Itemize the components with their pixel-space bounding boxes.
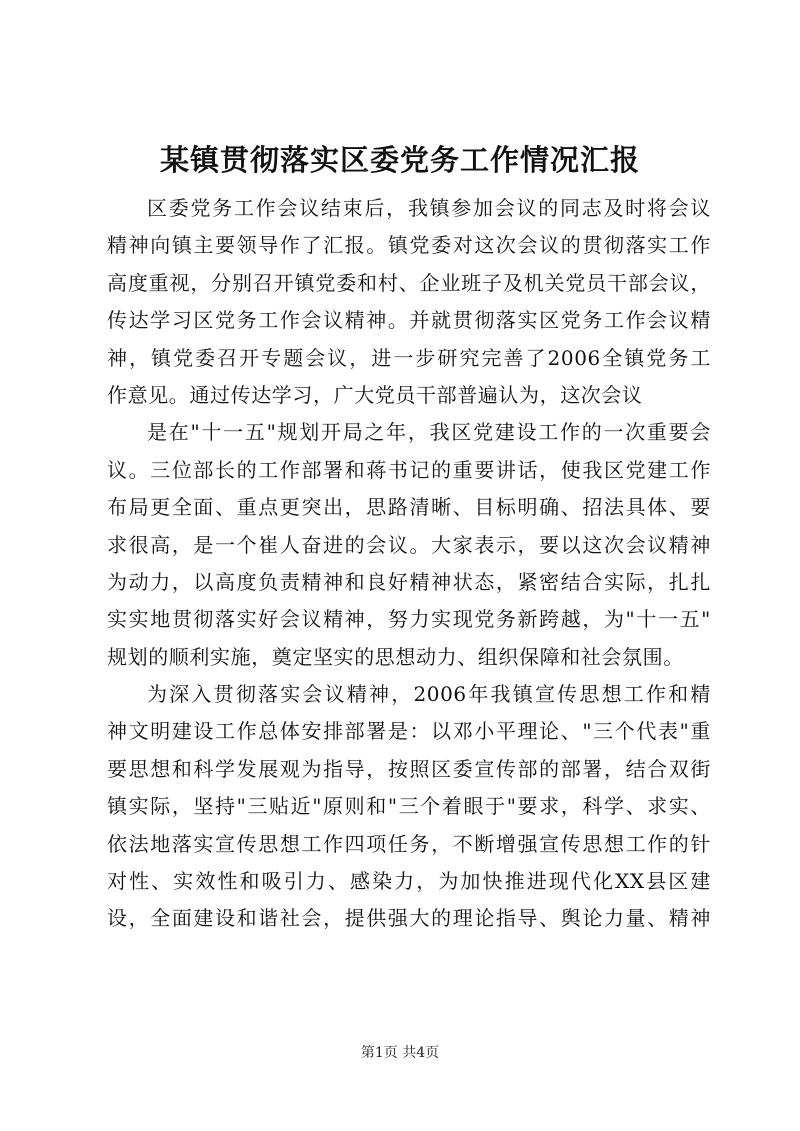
paragraph-1-line-6: 作意见。通过传达学习，广大党员干部普遍认为，这次会议 <box>107 382 643 407</box>
paragraph-1-line-3: 高度重视，分别召开镇党委和村、企业班子及机关党员干部会议， <box>107 270 711 295</box>
paragraph-2-line-2: 议。三位部长的工作部署和蒋书记的重要讲话，使我区党建工作 <box>107 457 711 482</box>
document-title: 某镇贯彻落实区委党务工作情况汇报 <box>159 143 640 177</box>
paragraph-1-line-2: 精神向镇主要领导作了汇报。镇党委对这次会议的贯彻落实工作 <box>107 233 711 258</box>
paragraph-3-line-3: 要思想和科学发展观为指导，按照区委宣传部的部署，结合双街 <box>107 756 711 781</box>
paragraph-3-line-2: 神文明建设工作总体安排部署是：以邓小平理论、"三个代表"重 <box>107 719 711 744</box>
paragraph-2-line-3: 布局更全面、重点更突出，思路清晰、目标明确、招法具体、要 <box>107 495 711 520</box>
document-body <box>107 190 711 938</box>
paragraph-2-line-5: 为动力，以高度负责精神和良好精神状态，紧密结合实际，扎扎 <box>107 569 711 594</box>
paragraph-2-line-6: 实实地贯彻落实好会议精神，努力实现党务新跨越，为"十一五" <box>107 607 711 632</box>
paragraph-1-line-5: 神，镇党委召开专题会议，进一步研究完善了2006全镇党务工 <box>107 345 711 370</box>
paragraph-3-line-5: 依法地落实宣传思想工作四项任务，不断增强宣传思想工作的针 <box>107 831 711 856</box>
paragraph-2-line-7: 规划的顺利实施，奠定坚实的思想动力、组织保障和社会氛围。 <box>107 644 684 669</box>
paragraph-2-line-1: 是在"十一五"规划开局之年，我区党建设工作的一次重要会 <box>147 420 711 445</box>
paragraph-3-line-1: 为深入贯彻落实会议精神，2006年我镇宣传思想工作和精 <box>147 682 711 707</box>
paragraph-3-line-6: 对性、实效性和吸引力、感染力，为加快推进现代化XX县区建 <box>107 869 711 894</box>
paragraph-3-line-4: 镇实际，坚持"三贴近"原则和"三个着眼于"要求，科学、求实、 <box>107 794 711 819</box>
paragraph-1-line-1: 区委党务工作会议结束后，我镇参加会议的同志及时将会议 <box>147 196 711 220</box>
paragraph-2-line-4: 求很高，是一个崔人奋进的会议。大家表示，要以这次会议精神 <box>107 532 711 557</box>
paragraph-3-line-7: 设，全面建设和谐社会，提供强大的理论指导、舆论力量、精神 <box>107 906 711 931</box>
paragraph-1-line-4: 传达学习区党务工作会议精神。并就贯彻落实区党务工作会议精 <box>107 308 711 333</box>
page-footer: 第1页 共4页 <box>360 1045 440 1061</box>
